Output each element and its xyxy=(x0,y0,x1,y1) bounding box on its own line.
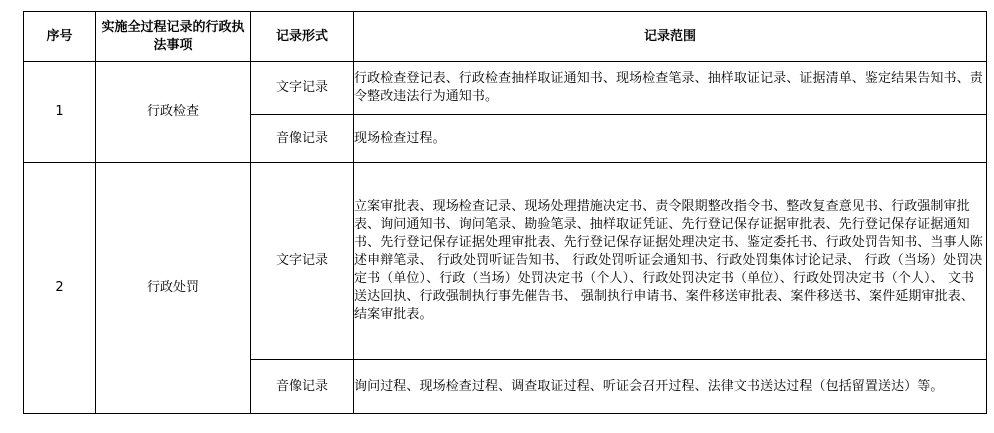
row-seq: 2 xyxy=(24,163,96,414)
record-scope: 行政检查登记表、行政检查抽样取证通知书、现场检查笔录、抽样取证记录、证据清单、鉴定结果告知书、责令整改违法行为通知书。 xyxy=(354,62,987,115)
record-form: 音像记录 xyxy=(251,115,354,163)
record-scope: 询问过程、现场检查过程、调查取证过程、听证会召开过程、法律文书送达过程（包括留置送达）等。 xyxy=(354,360,987,414)
row-seq: 1 xyxy=(24,62,96,163)
table-row xyxy=(24,62,987,115)
row-item: 行政检查 xyxy=(96,62,251,163)
header-item: 实施全过程记录的行政执法事项 xyxy=(96,12,251,62)
header-scope: 记录范围 xyxy=(354,12,987,62)
record-form: 音像记录 xyxy=(251,360,354,414)
header-form: 记录形式 xyxy=(251,12,354,62)
record-form: 文字记录 xyxy=(251,62,354,115)
header-seq: 序号 xyxy=(24,12,96,62)
header-row xyxy=(24,12,987,62)
record-scope: 立案审批表、现场检查记录、现场处理措施决定书、责令限期整改指令书、整改复查意见书、行政强制审批表、询问通知书、询问笔录、勘验笔录、抽样取证凭证、先行登记保存证据审批表、先行登记保存证据通知书、先行登记保存证据处理审批表、先行登记保存证据处理决定书、鉴定委托书、行政处罚告知书、当事人陈述申辩笔录、 行政处罚听证告知书、 行政处罚听证会通知书、行政处罚集体讨论记录、 行政（当场）处罚决定书（单位）、行政（当场）处罚决定书（个人）、行政处罚决定书（单位）、行政处罚决定书（个人）、 文书送达回执、行政强制执行事先催告书、 强制执行申请书、案件移送审批表、案件移送书、案件延期审批表、 结案审批表。 xyxy=(354,163,987,360)
record-form: 文字记录 xyxy=(251,163,354,360)
row-item: 行政处罚 xyxy=(96,163,251,414)
records-table xyxy=(23,11,987,414)
record-scope: 现场检查过程。 xyxy=(354,115,987,163)
table-row xyxy=(24,163,987,360)
